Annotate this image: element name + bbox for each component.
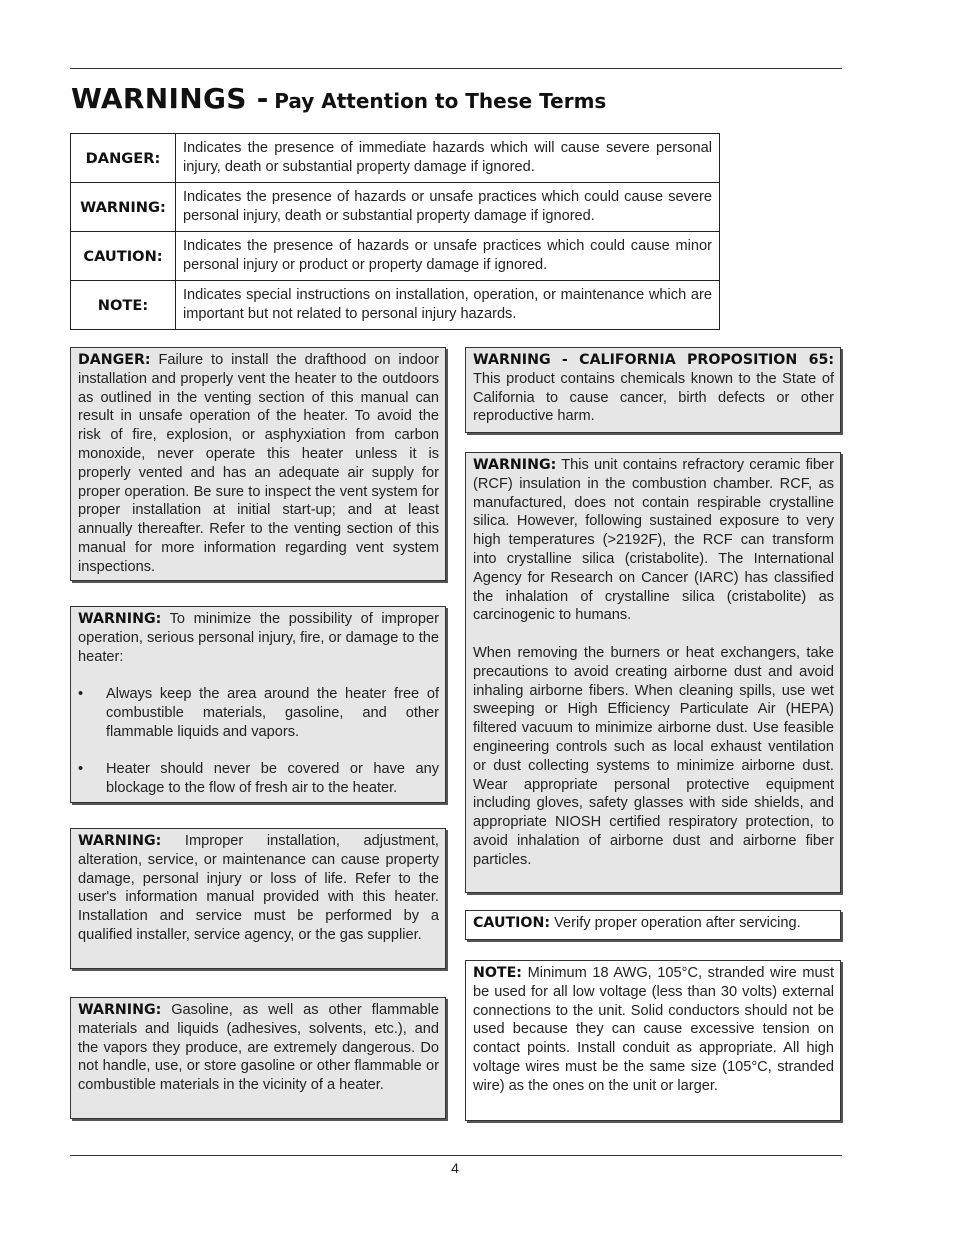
box-label: NOTE:: [473, 965, 522, 981]
term-definition: Indicates the presence of hazards or unsafe practices which could cause minor personal injury or product or property damage if ignored.: [176, 232, 720, 281]
terms-table: [70, 133, 720, 330]
terms-row-danger: [71, 134, 720, 183]
box-label: WARNING - CALIFORNIA PROPOSITION 65:: [473, 352, 834, 368]
box-text: [473, 351, 834, 426]
page-title-main: WARNINGS -: [71, 82, 269, 115]
bullet-marker: •: [78, 761, 84, 778]
term-definition: Indicates the presence of immediate hazards which will cause severe personal injury, death or substantial property damage if ignored.: [176, 134, 720, 183]
box-label: DANGER:: [78, 352, 151, 368]
bullet-marker: •: [78, 686, 84, 703]
box-body: This product contains chemicals known to the State of California to cause cancer, birth defects or other reproductive harm.: [473, 370, 834, 425]
note-wiring-box: [465, 960, 841, 1121]
term-label: CAUTION:: [71, 232, 176, 281]
list-item: [78, 760, 439, 798]
box-body: To minimize the possibility of improper operation, serious personal injury, fire, or damage to the heater:: [78, 611, 439, 665]
list-item-text: Always keep the area around the heater free of combustible materials, gasoline, and other flammable liquids and vapors.: [106, 686, 439, 740]
box-body: Improper installation, adjustment, alteration, service, or maintenance can cause property damage, personal injury or loss of life. Refer to the user's information manual provided with this heater. Installation and service must be performed by a qualified installer, service agency, or the gas supplier.: [78, 833, 439, 943]
terms-row-caution: [71, 232, 720, 281]
term-label: WARNING:: [71, 183, 176, 232]
box-text: [473, 456, 834, 625]
list-item: [78, 685, 439, 741]
box-label: WARNING:: [78, 1002, 162, 1018]
warning-rcf-box: [465, 452, 841, 893]
box-body: Gasoline, as well as other flammable materials and liquids (adhesives, solvents, etc.), and the vapors they produce, are extremely dangerous. Do not handle, use, or store gasoline or other flammable or combustible materials in the vicinity of a heater.: [78, 1002, 439, 1094]
footer-rule: [70, 1155, 842, 1156]
terms-row-note: [71, 281, 720, 330]
box-body: Verify proper operation after servicing.: [554, 915, 801, 931]
term-label: DANGER:: [71, 134, 176, 183]
term-definition: Indicates special instructions on installation, operation, or maintenance which are important but not related to personal injury hazards.: [176, 281, 720, 330]
terms-row-warning: [71, 183, 720, 232]
list-item-text: Heater should never be covered or have any blockage to the flow of fresh air to the heater.: [106, 761, 439, 797]
box-text: [78, 1001, 439, 1095]
term-definition: Indicates the presence of hazards or unsafe practices which could cause severe personal injury, death or substantial property damage if ignored.: [176, 183, 720, 232]
page-number: 4: [451, 1160, 459, 1176]
box-label: WARNING:: [473, 457, 557, 473]
caution-servicing-box: [465, 910, 841, 940]
box-label: WARNING:: [78, 611, 162, 627]
box-body: Minimum 18 AWG, 105°C, stranded wire must be used for all low voltage (less than 30 volts) external connections to the unit. Solid conductors should not be used because they can cause excessive tension on contact points. Install conduit as appropriate. All high voltage wires must be the same size (105°C, stranded wire) as the ones on the unit or larger.: [473, 965, 834, 1094]
box-text: [473, 914, 834, 933]
warning-prop65-box: [465, 347, 841, 433]
warning-minimize-box: [70, 606, 446, 803]
warning-improper-box: [70, 828, 446, 969]
box-text: [78, 351, 439, 577]
box-label: CAUTION:: [473, 915, 551, 931]
header-rule: [70, 68, 842, 69]
danger-drafthood-box: [70, 347, 446, 581]
bullet-list: [78, 685, 439, 798]
warning-gasoline-box: [70, 997, 446, 1119]
page-title: [71, 82, 606, 115]
term-label: NOTE:: [71, 281, 176, 330]
box-text: [78, 832, 439, 945]
box-label: WARNING:: [78, 833, 162, 849]
box-text: [473, 964, 834, 1096]
box-body: Failure to install the drafthood on indoor installation and properly vent the heater to the outdoors as outlined in the venting section of this manual can result in unsafe operation of the heater. To avoid the risk of fire, explosion, or asphyxiation from carbon monoxide, never operate this heater unless it is properly vented and has an adequate air supply for proper operation. Be sure to inspect the vent system for proper installation at initial start-up; and at least annually thereafter. Refer to the venting section of this manual for more information regarding vent system inspections.: [78, 352, 439, 575]
page-title-sub: Pay Attention to These Terms: [274, 89, 607, 113]
box-text: [78, 610, 439, 666]
box-body: This unit contains refractory ceramic fiber (RCF) insulation in the combustion chamber. RCF, as manufactured, does not contain respirable crystalline silica. However, following sustained exposure to very high temperatures (>2192F), the RCF can transform into crystalline silica (cristabolite). The International Agency for Research on Cancer (IARC) has classified the inhalation of crystalline silica (cristabolite) as carcinogenic to humans.: [473, 457, 834, 624]
box-text-2: When removing the burners or heat exchangers, take precautions to avoid creating airborne dust and avoid inhaling airborne fibers. When cleaning spills, use wet sweeping or High Efficiency Particulate Air (HEPA) filtered vacuum to minimize airborne dust. Use feasible engineering controls such as local exhaust ventilation or dust collecting systems to minimize airborne dust. Wear appropriate personal protective equipment including gloves, safety glasses with side shields, and appropriate NIOSH certified respiratory protection, to avoid inhalation of airborne dust and airborne fiber particles.: [473, 644, 834, 868]
